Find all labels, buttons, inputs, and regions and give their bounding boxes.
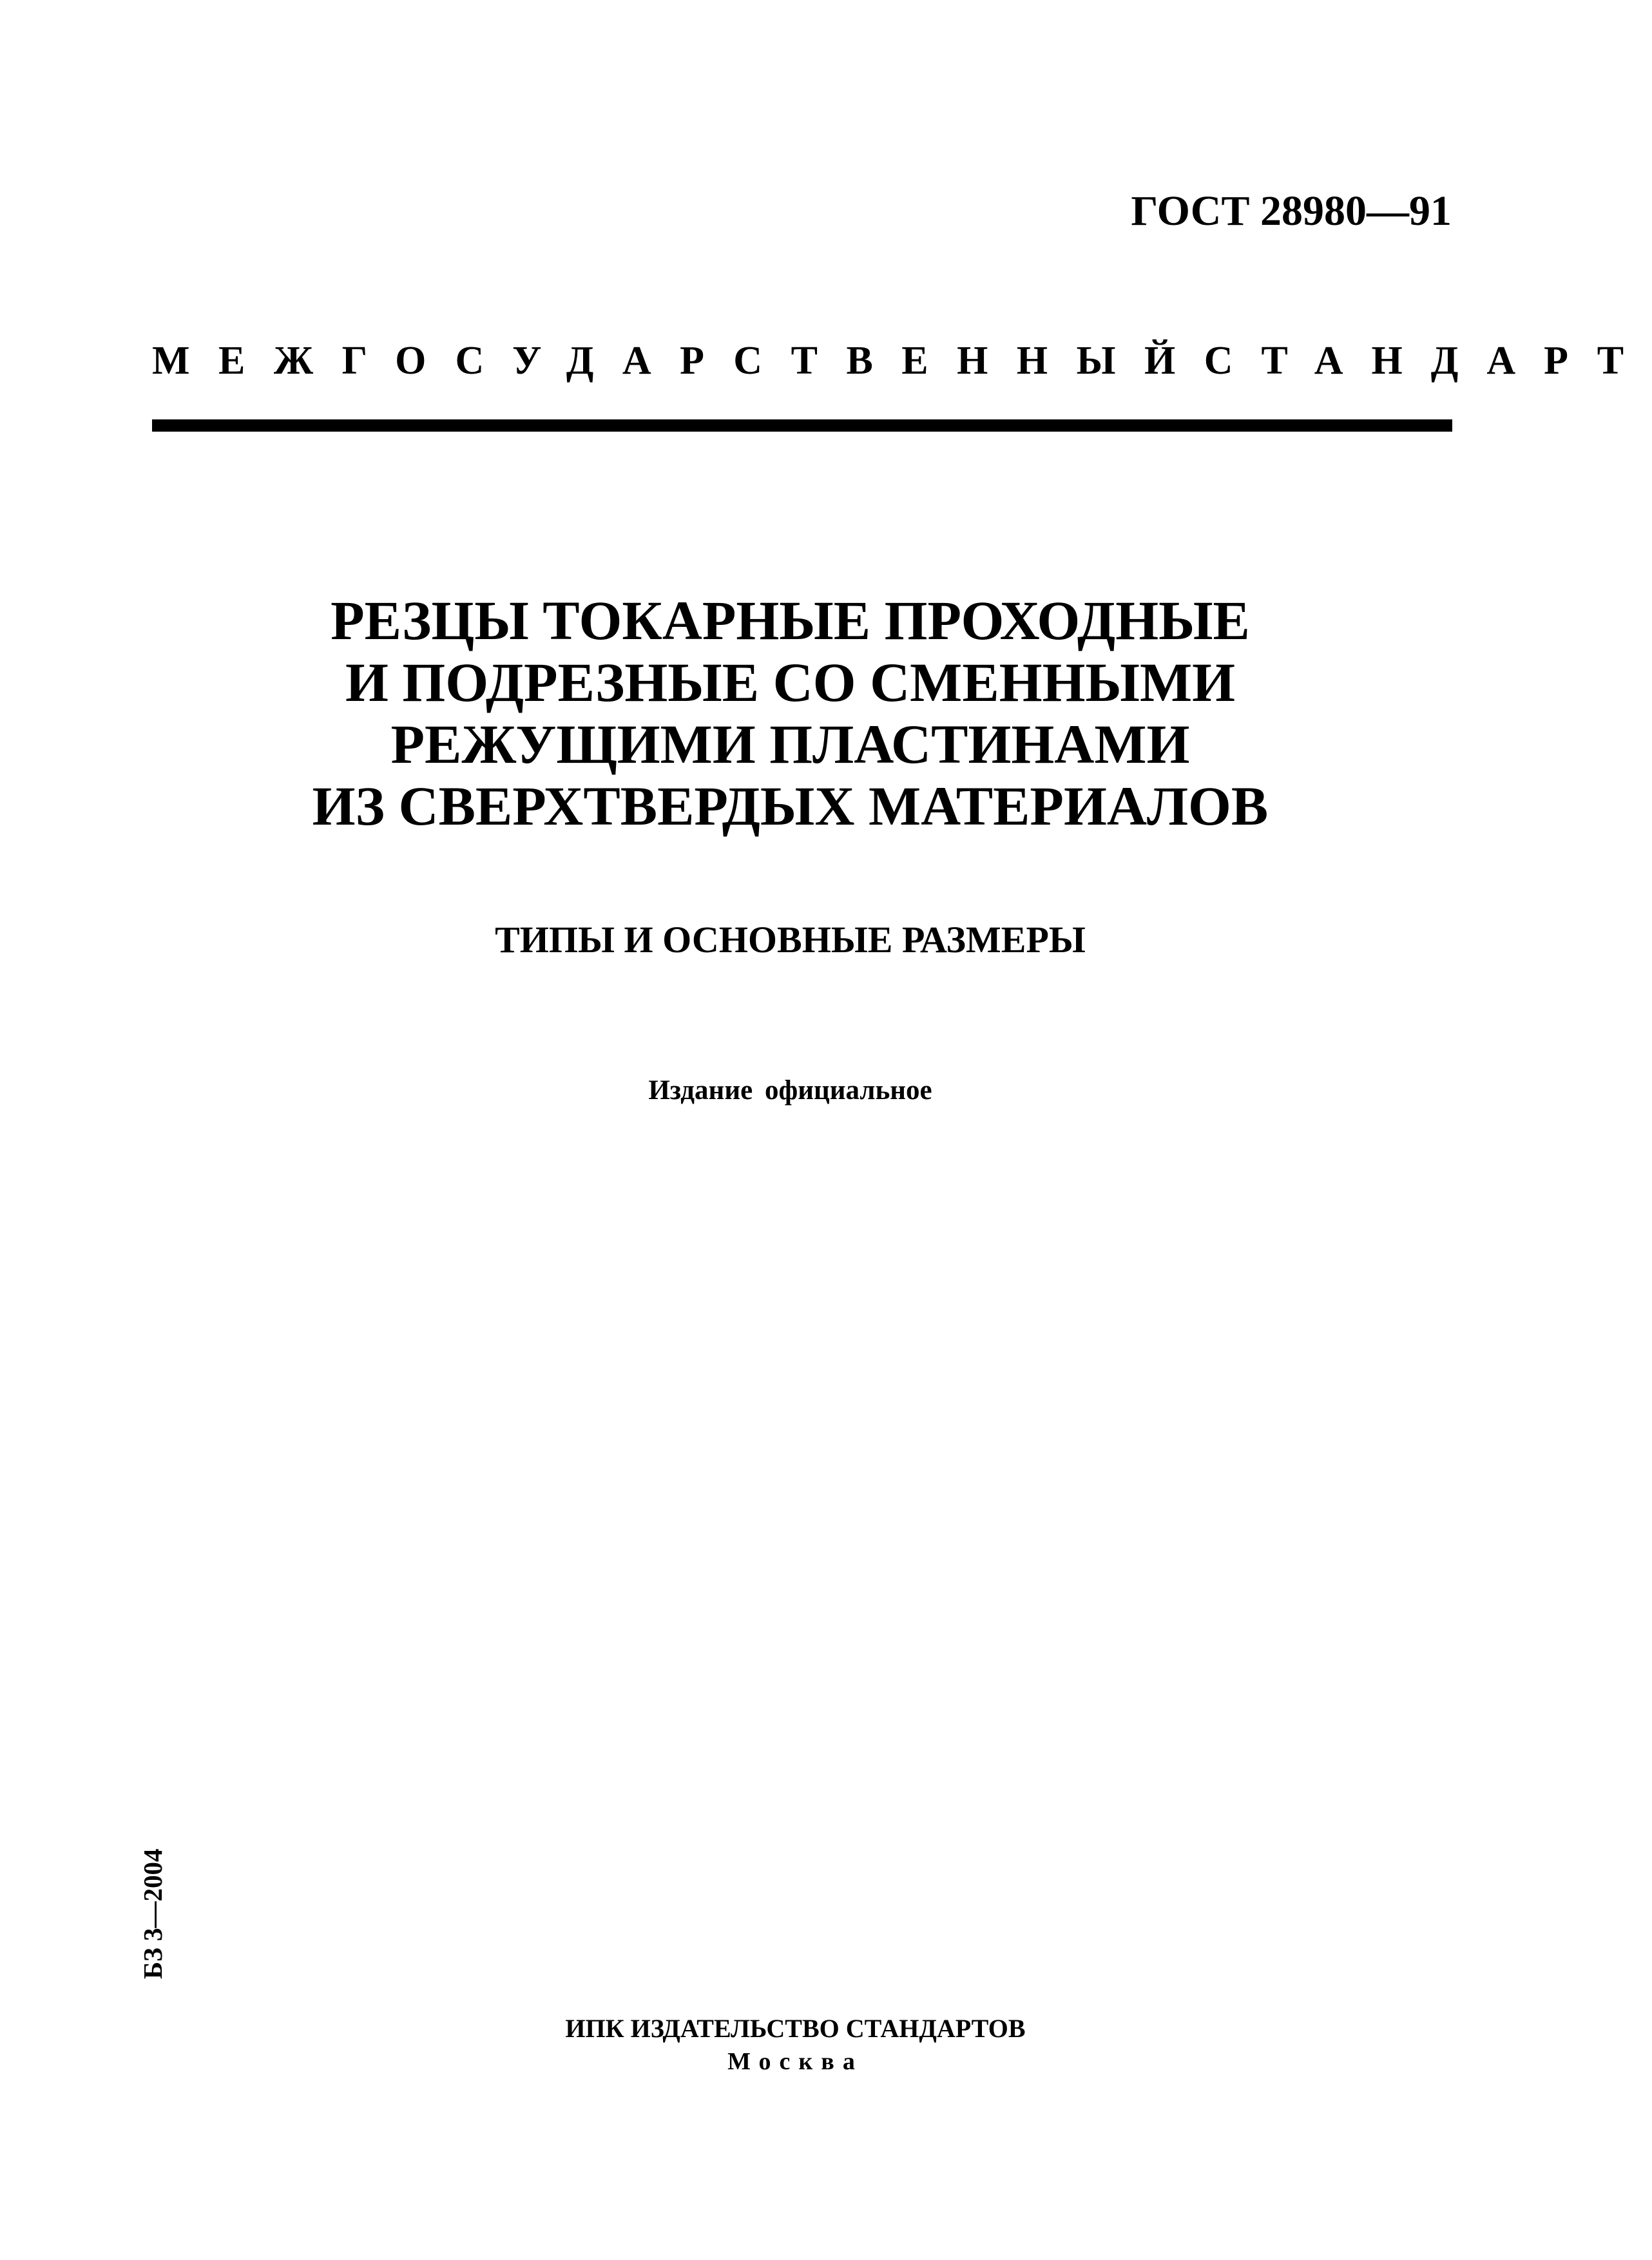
- publisher-city: Москва: [727, 2048, 863, 2075]
- header-divider: [152, 419, 1452, 432]
- document-title: [0, 589, 1597, 837]
- title-line: ИЗ СВЕРХТВЕРДЫХ МАТЕРИАЛОВ: [312, 775, 1269, 837]
- title-line: И ПОДРЕЗНЫЕ СО СМЕННЫМИ: [345, 651, 1236, 713]
- title-line: РЕЖУЩИМИ ПЛАСТИНАМИ: [390, 713, 1190, 775]
- standard-type-word-interstate: МЕЖГОСУДАРСТВЕННЫЙ: [152, 339, 1204, 383]
- publisher-name: ИПК ИЗДАТЕЛЬСТВО СТАНДАРТОВ: [565, 2014, 1026, 2043]
- document-number: ГОСТ 28980—91: [1131, 187, 1452, 235]
- document-subtitle: ТИПЫ И ОСНОВНЫЕ РАЗМЕРЫ: [495, 919, 1086, 961]
- edition-label: Издание официальное: [648, 1075, 932, 1106]
- standard-type-word-standard: СТАНДАРТ: [1204, 339, 1652, 383]
- side-code-vertical: БЗ 3—2004: [138, 1848, 168, 1979]
- title-line: РЕЗЦЫ ТОКАРНЫЕ ПРОХОДНЫЕ: [331, 589, 1250, 651]
- standard-type-heading: [152, 338, 1652, 384]
